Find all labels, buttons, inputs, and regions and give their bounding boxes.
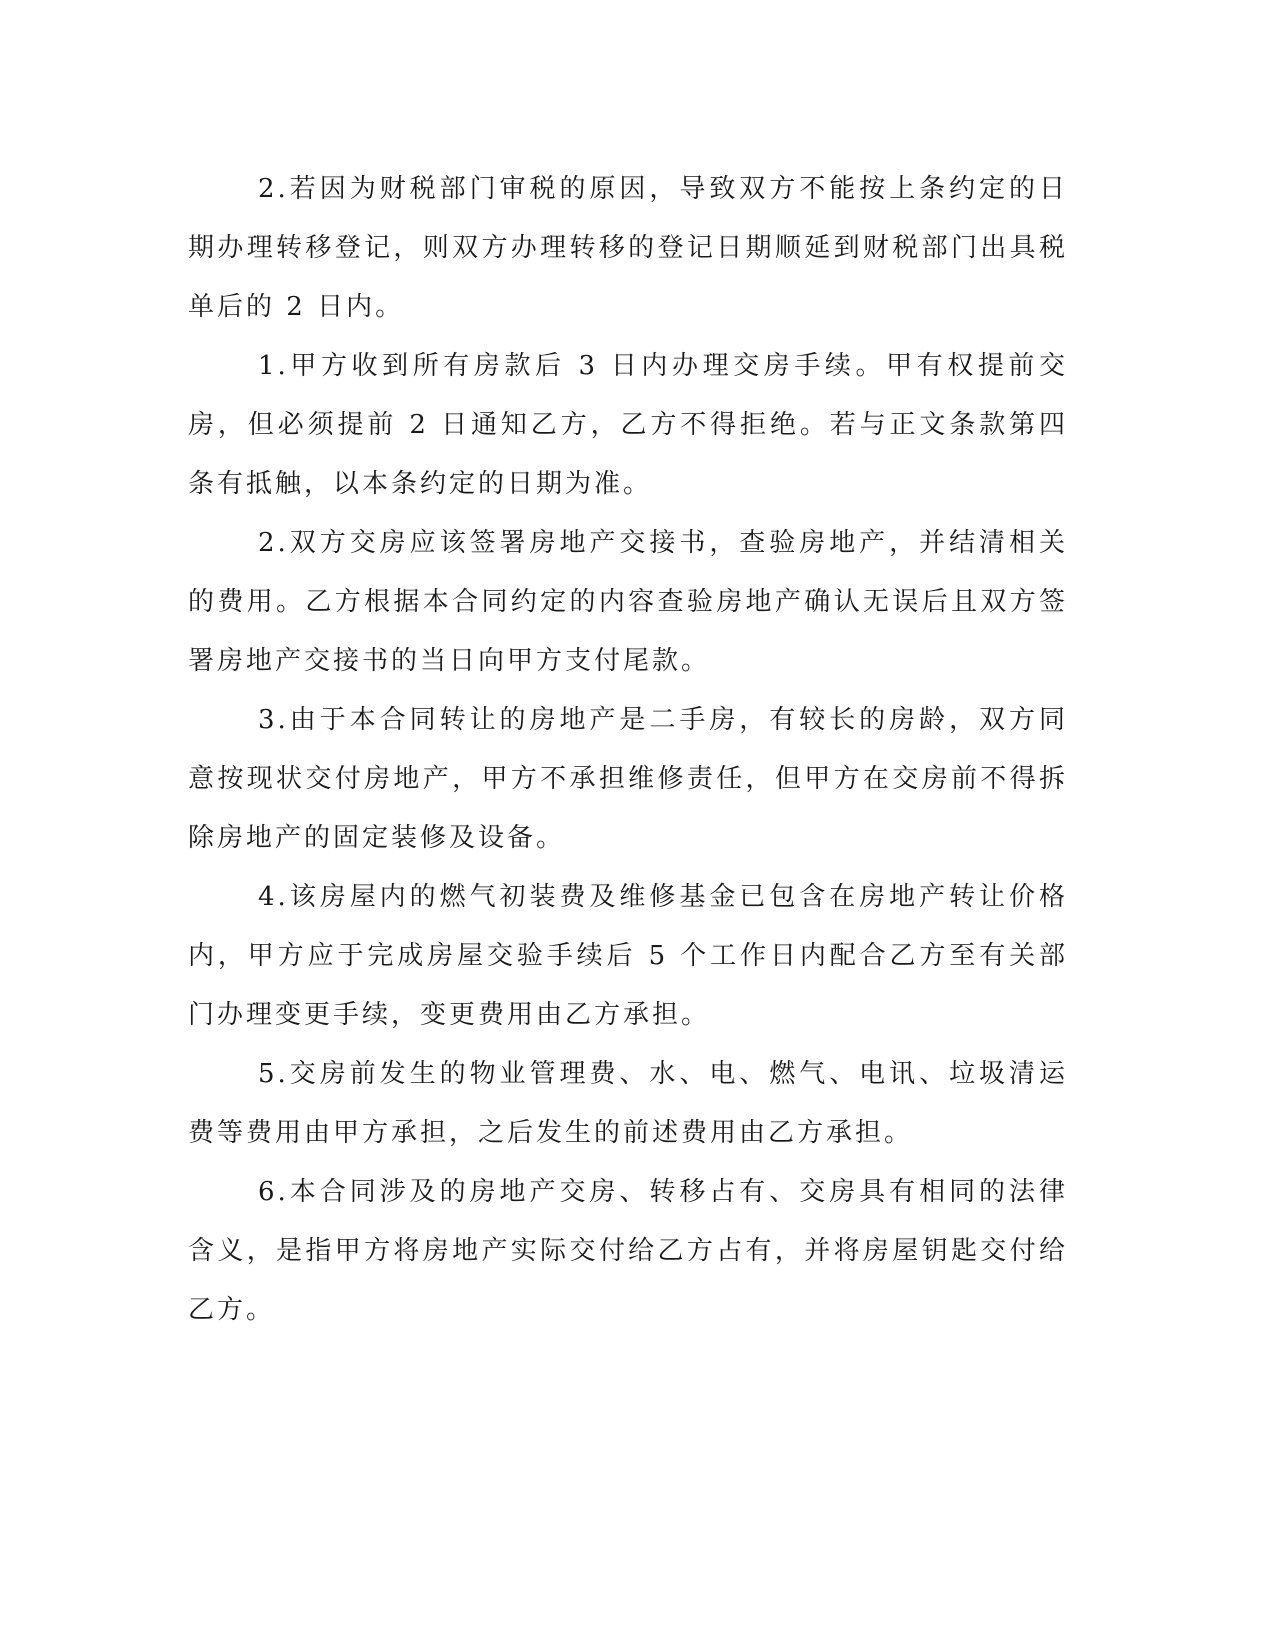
clause-1-handover: 1.甲方收到所有房款后 3 日内办理交房手续。甲有权提前交房，但必须提前 2 日通知乙方，乙方不得拒绝。若与正文条款第四条有抵触，以本条约定的日期为准。	[188, 351, 1068, 499]
clause-6-definition: 6.本合同涉及的房地产交房、转移占有、交房具有相同的法律含义，是指甲方将房地产实际交付给乙方占有，并将房屋钥匙交付给乙方。	[188, 1177, 1068, 1325]
clause-3-as-is-condition: 3.由于本合同转让的房地产是二手房，有较长的房龄，双方同意按现状交付房地产，甲方不承担维修责任，但甲方在交房前不得拆除房地产的固定装修及设备。	[188, 705, 1068, 853]
clause-5-utility-fees: 5.交房前发生的物业管理费、水、电、燃气、电讯、垃圾清运费等费用由甲方承担，之后发生的前述费用由乙方承担。	[188, 1059, 1068, 1148]
clause-2-tax-delay: 2.若因为财税部门审税的原因，导致双方不能按上条约定的日期办理转移登记，则双方办理转移的登记日期顺延到财税部门出具税单后的 2 日内。	[188, 174, 1068, 322]
clause-2-handover-document: 2.双方交房应该签署房地产交接书，查验房地产，并结清相关的费用。乙方根据本合同约定的内容查验房地产确认无误后且双方签署房地产交接书的当日向甲方支付尾款。	[188, 528, 1068, 676]
document-body	[188, 160, 1068, 1340]
clause-4-gas-maintenance-fund: 4.该房屋内的燃气初装费及维修基金已包含在房地产转让价格内，甲方应于完成房屋交验手续后 5 个工作日内配合乙方至有关部门办理变更手续，变更费用由乙方承担。	[188, 882, 1068, 1030]
